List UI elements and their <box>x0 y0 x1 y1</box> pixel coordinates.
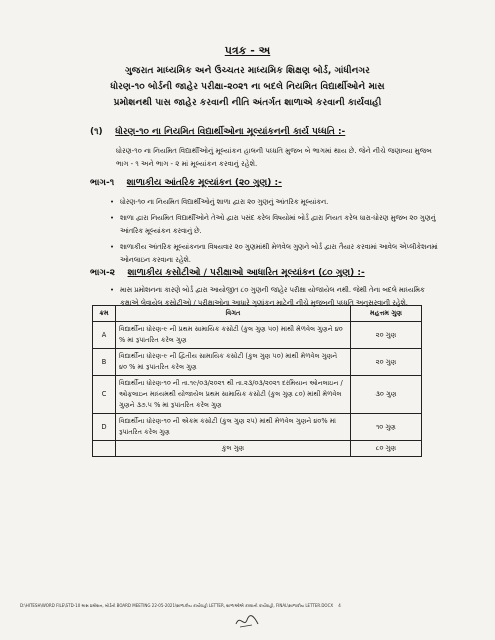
marks-table <box>92 305 422 457</box>
section1-text: ધોરણ-૧૦ ના નિયમિત વિદ્યાર્થીઓનું મૂલ્યાંકન હાલની પધ્ધતિ મુજબ બે ભાગમાં થાય છે. જેને નીચે જણાવ્યા મુજબ ભાગ - ૧ અને ભાગ - ૨ માં મૂલ્યાંકન કરવાનું રહેશે. <box>116 147 432 168</box>
row-detail: વિદ્યાર્થીના ધોરણ-૯ ની દ્વિતીય સામાયિક કસોટી (કુલ ગુણ ૫૦) માંથી મેળવેલ ગુણને ૪૦ % માં રૂપાંતરિત કરેલ ગુણ <box>116 349 351 376</box>
table-row <box>93 376 422 414</box>
row-marks: ૨૦ ગુણ <box>351 322 422 349</box>
table-row <box>93 322 422 349</box>
table-row <box>93 414 422 441</box>
row-marks: ૧૦ ગુણ <box>351 414 422 441</box>
row-id: D <box>93 414 116 441</box>
footer-path: D:\HITESH\WORD FILE\STD-10 માસ પ્રમોશન, બોર્ડની BOARD MEETING 22-05-2021\શાળાકીય કાર્યવાહી LETTER, શાળાઓએ કરવાની કાર્યવાહી, FINAL\શાળાકીય LETTER.DOCX <box>20 603 334 608</box>
row-marks: ૩૦ ગુણ <box>351 376 422 414</box>
file-path-footer <box>20 603 480 608</box>
total-label: કુલ ગુણ <box>116 441 351 457</box>
table-total-row <box>93 441 422 457</box>
part1-heading <box>90 178 282 188</box>
part2-label: ભાગ-૨ <box>90 268 115 278</box>
page-title: પત્રક - અ <box>224 44 271 57</box>
header-line-1: ગુજરાત માધ્યમિક અને ઉચ્ચતર માધ્યમિક શિક્ષણ બોર્ડ, ગાંધીનગર <box>125 65 370 76</box>
part2-heading <box>90 268 365 278</box>
part2-bullet-1: • માસ પ્રમોશનના કારણે બોર્ડ દ્વારા આયોજીત ૮૦ ગુણની જાહેર પરીક્ષા યોજાયેલ નથી. જેથી તેના બદલે માધ્યમિક કક્ષાએ લેવાયેલ કસોટીઓ / પરીક્ષાઓના આધારે ગુણાંકન માટેની નીચે મુજબની પધ્ધતિ અનુસરવાની રહેશે. <box>110 286 425 307</box>
page-number: 4 <box>338 603 341 608</box>
part1-title: શાળાકીય આંતરિક મૂલ્યાંકન (૨૦ ગુણ) :- <box>126 178 282 188</box>
header-line-2: ધોરણ-૧૦ બોર્ડની જાહેર પરીક્ષા-૨૦૨૧ ના બદલે નિયમિત વિદ્યાર્થીઓને માસ <box>110 81 385 92</box>
header-max-marks: મહત્તમ ગુણ <box>351 306 422 322</box>
row-detail: વિદ્યાર્થીના ધોરણ-૯ ની પ્રથમ સામાયિક કસોટી (કુલ ગુણ ૫૦) માંથી મેળવેલ ગુણને ૪૦ % માં રૂપાંતરિત કરેલ ગુણ <box>116 322 351 349</box>
row-id: C <box>93 376 116 414</box>
header-serial: ક્રમ <box>93 306 116 322</box>
bullet-icon: • <box>110 198 115 206</box>
part1-bullet-3: • શાળાકીય આંતરિક મૂલ્યાંકનના વિષયવાર ૨૦ ગુણમાંથી મેળવેલ ગુણને બોર્ડ દ્વારા તૈયાર કરવામાં આવેલ એપ્લીકેશનમાં ઓનલાઇન કરવાના રહેશે. <box>110 243 438 264</box>
row-detail: વિદ્યાર્થીના ધોરણ-૧૦ ની એકમ કસોટી (કુલ ગુણ ૨૫) માંથી મેળવેલ ગુણને ૪૦% માં રૂપાંતરિત કરેલ ગુણ <box>116 414 351 441</box>
header-details: વિગત <box>116 306 351 322</box>
row-marks: ૨૦ ગુણ <box>351 349 422 376</box>
row-id: A <box>93 322 116 349</box>
total-spacer <box>93 441 116 457</box>
table-header-row <box>93 306 422 322</box>
table-row <box>93 349 422 376</box>
section1-heading <box>90 127 345 137</box>
signature-mark <box>232 612 262 630</box>
header-line-3: પ્રમોશનથી પાસ જાહેર કરવાની નીતિ અંતર્ગત શાળાએ કરવાની કાર્યવાહી <box>113 97 382 108</box>
part1-bullet-1: • ધોરણ-૧૦ ના નિયમિત વિદ્યાર્થીઓનું શાળા દ્વારા ૨૦ ગુણનું આંતરિક મૂલ્યાંકન. <box>110 196 440 209</box>
bullet-icon: • <box>110 214 115 222</box>
section1-number: (૧) <box>90 127 103 137</box>
part2-title: શાળાકીય કસોટીઓ / પરીક્ષાઓ આધારિત મૂલ્યાંકન (૮૦ ગુણ) :- <box>127 268 365 278</box>
part1-label: ભાગ-૧ <box>90 178 115 188</box>
bullet-icon: • <box>110 286 115 294</box>
part1-bullet-2: • શાળા દ્વારા નિયમિત વિદ્યાર્થીઓને તેઓ દ્વારા પસંદ કરેલ વિષયોમાં બોર્ડ દ્વારા નિયત કરેલ ધારા-ધોરણ મુજબ ૨૦ ગુણનું આંતરિક મૂલ્યાંકન કરવાનું છે. <box>110 214 436 235</box>
row-id: B <box>93 349 116 376</box>
row-detail: વિદ્યાર્થીના ધોરણ-૧૦ ની તા.૧૯/૦૩/૨૦૨૧ થી તા.૨૩/૦૩/૨૦૨૧ દરમિયાન ઓનલાઇન / ઓફલાઇન માધ્યમથી યોજાયેલ પ્રથમ સામાયિક કસોટી (કુલ ગુણ ૮૦) માંથી મેળવેલ ગુણને ૩૭.૫ % માં રૂપાંતરિત કરેલ ગુણ <box>116 376 351 414</box>
section1-title: ધોરણ-૧૦ ના નિયમિત વિદ્યાર્થીઓના મૂલ્યાંકનની કાર્ય પધ્ધતિ :- <box>115 127 346 137</box>
total-marks: ૮૦ ગુણ <box>351 441 422 457</box>
bullet-icon: • <box>110 243 115 251</box>
